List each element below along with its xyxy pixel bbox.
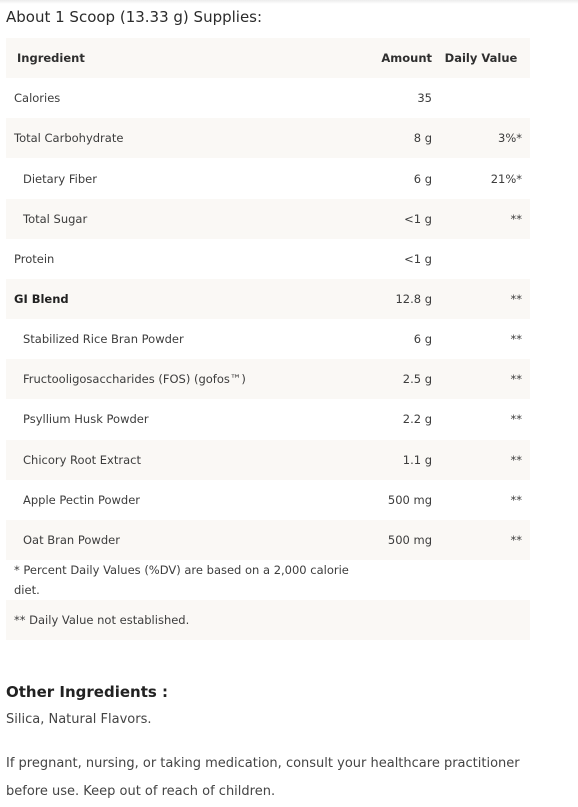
row-name: Total Sugar [23,211,88,226]
row-dv: ** [510,532,522,547]
row-dv: ** [510,332,522,347]
row-amount: 12.8 g [395,292,432,307]
row-name: Chicory Root Extract [23,452,141,467]
table-header-row [6,38,530,78]
header-amount: Amount [381,51,432,66]
table-row [6,399,530,439]
row-amount: 8 g [413,131,432,146]
row-dv: ** [510,292,522,307]
footnote-row [6,560,530,600]
row-amount: 1.1 g [402,452,432,467]
top-shadow [0,0,578,4]
table-row [6,359,530,399]
row-amount: 2.2 g [402,412,432,427]
row-dv: ** [510,452,522,467]
row-amount: 6 g [413,332,432,347]
table-row [6,480,530,520]
footnote-dv-basis-text: * Percent Daily Values (%DV) are based on a 2,000 calorie diet. [14,563,349,598]
supplement-facts-table [6,38,530,640]
row-amount: 2.5 g [402,372,432,387]
row-dv: ** [510,211,522,226]
footnote-row [6,600,530,640]
table-row [6,440,530,480]
table-row [6,520,530,560]
header-ingredient: Ingredient [17,51,85,66]
row-amount: 500 mg [387,532,432,547]
row-amount: 35 [417,91,432,106]
row-dv: ** [510,372,522,387]
table-row [6,118,530,158]
table-row [6,279,530,319]
row-dv [432,239,530,279]
row-name: Dietary Fiber [23,171,97,186]
footnote-not-established: ** Daily Value not established. [14,613,190,628]
row-name: Calories [14,91,61,106]
row-name: Apple Pectin Powder [23,492,141,507]
serving-heading: About 1 Scoop (13.33 g) Supplies: [6,8,263,26]
row-amount: 6 g [413,171,432,186]
table-row [6,199,530,239]
other-ingredients-text: Silica, Natural Flavors. [6,712,152,727]
row-dv: ** [510,412,522,427]
row-dv: 3%* [498,131,522,146]
table-row [6,239,530,279]
row-name: Fructooligosaccharides (FOS) (gofos™) [23,372,246,387]
row-name: Stabilized Rice Bran Powder [23,332,184,347]
table-row [6,158,530,198]
row-name: Total Carbohydrate [14,131,124,146]
row-name: Protein [14,251,55,266]
row-name: Oat Bran Powder [23,532,120,547]
row-dv [432,78,530,118]
row-dv: ** [510,492,522,507]
table-row [6,78,530,118]
warning-text: If pregnant, nursing, or taking medication, consult your healthcare practitioner before use. Keep out of reach of children. [6,756,520,799]
table-row [6,319,530,359]
row-name: GI Blend [14,292,69,307]
footnote-dv-basis [6,560,530,600]
row-dv: 21%* [490,171,522,186]
row-amount: 500 mg [387,492,432,507]
header-daily-value: Daily Value [444,51,518,66]
row-amount: <1 g [404,211,432,226]
row-name: Psyllium Husk Powder [23,412,149,427]
other-ingredients-title: Other Ingredients : [6,683,169,701]
row-amount: <1 g [404,251,432,266]
